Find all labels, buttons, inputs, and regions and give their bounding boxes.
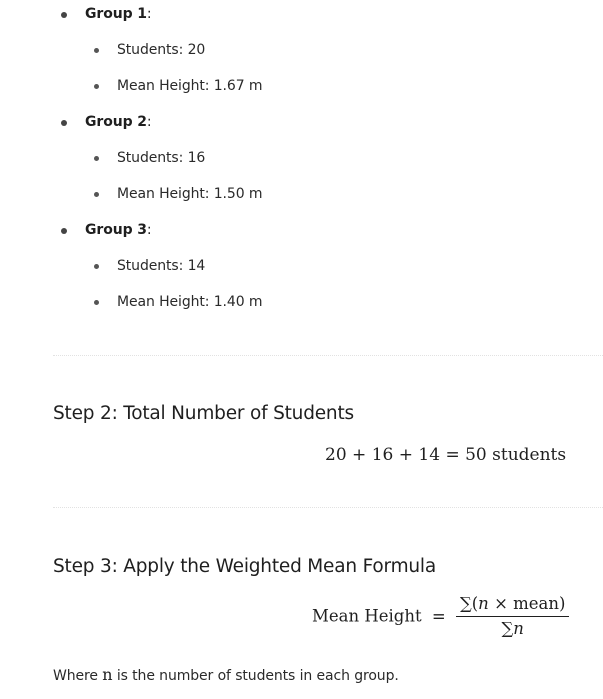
section-divider <box>53 507 603 508</box>
bullet <box>94 300 99 305</box>
step-2-heading: Step 2: Total Number of Students <box>53 403 354 424</box>
bullet <box>61 12 67 18</box>
bullet <box>94 264 99 269</box>
group-2-mean-height: Mean Height: 1.50 m <box>117 186 263 202</box>
formula-denominator: ∑n <box>501 619 524 638</box>
bullet <box>94 156 99 161</box>
group-3-mean-height: Mean Height: 1.40 m <box>117 294 263 310</box>
bullet <box>94 48 99 53</box>
section-divider <box>53 355 603 356</box>
formula-numerator: ∑(n × mean) <box>456 594 570 617</box>
formula-fraction <box>456 594 570 638</box>
total-students-equation: 20 + 16 + 14 = 50 students <box>325 445 567 465</box>
group-2-students: Students: 16 <box>117 150 206 166</box>
group-3-students: Students: 14 <box>117 258 206 274</box>
group-2-label: Group 2: <box>85 114 152 130</box>
group-1-label: Group 1: <box>85 6 152 22</box>
bullet <box>61 228 67 234</box>
group-1-mean-height: Mean Height: 1.67 m <box>117 78 263 94</box>
bullet <box>61 120 67 126</box>
group-3-label: Group 3: <box>85 222 152 238</box>
formula-lhs: Mean Height <box>312 606 422 626</box>
group-1-students: Students: 20 <box>117 42 206 58</box>
formula-note: Where n is the number of students in each group. <box>53 665 399 684</box>
bullet <box>94 192 99 197</box>
step-3-heading: Step 3: Apply the Weighted Mean Formula <box>53 556 436 577</box>
weighted-mean-formula: Mean Height = $\frac{\text{∑(n × mean)}}{\sum n}$ <box>312 594 569 638</box>
bullet <box>94 84 99 89</box>
